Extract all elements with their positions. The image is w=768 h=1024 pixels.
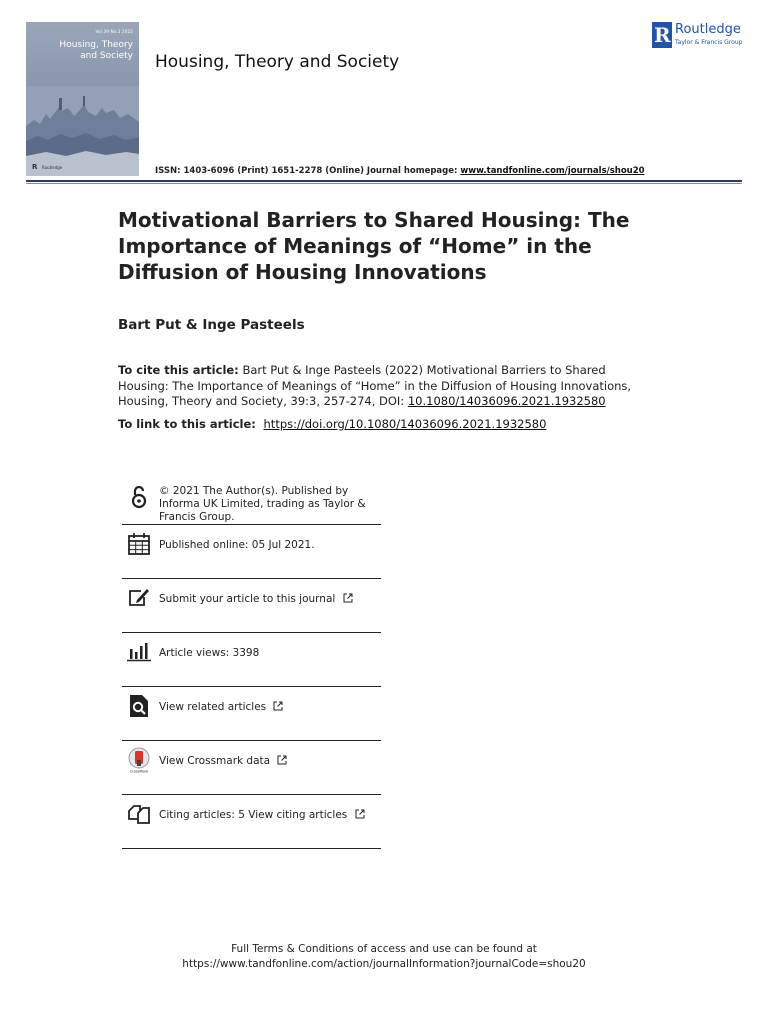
journal-cover: [26, 22, 139, 176]
article-info-list: [122, 478, 381, 849]
open-access-icon: [126, 484, 152, 510]
open-access-row: [122, 478, 381, 525]
svg-text:CrossMark: CrossMark: [129, 769, 149, 773]
crossmark-icon: [126, 747, 152, 773]
external-link-icon: [273, 701, 283, 711]
routledge-logo-name: Routledge: [675, 22, 741, 37]
published-text: Published online: 05 Jul 2021.: [159, 539, 315, 551]
views-row: [122, 633, 381, 687]
article-link-label: To link to this article:: [118, 417, 256, 431]
external-link-icon: [277, 755, 287, 765]
submit-row[interactable]: [122, 579, 381, 633]
related-row[interactable]: [122, 687, 381, 741]
article-title: Motivational Barriers to Shared Housing: The Importance of Meanings of “Home” in the Diffusion of Housing Innovations: [118, 208, 630, 284]
citation-block: [118, 363, 648, 410]
external-link-icon: [355, 809, 365, 819]
edit-icon: [126, 585, 152, 611]
issn-line: [155, 166, 645, 176]
header-divider: [26, 180, 742, 182]
search-document-icon: [126, 693, 152, 719]
routledge-logo-subtitle: Taylor & Francis Group: [675, 39, 743, 46]
article-link-block: [118, 417, 546, 431]
journal-homepage-link[interactable]: www.tandfonline.com/journals/shou20: [460, 166, 645, 176]
cover-cityscape-image: [26, 86, 139, 176]
citing-row[interactable]: [122, 795, 381, 849]
citation-label: To cite this article:: [118, 363, 239, 377]
routledge-logo-mark: R: [654, 23, 671, 47]
cover-title: Housing, Theory and Society: [59, 40, 133, 61]
terms-url[interactable]: https://www.tandfonline.com/action/journalInformation?journalCode=shou20: [182, 958, 586, 970]
citing-link[interactable]: Citing articles: 5 View citing articles: [159, 809, 384, 822]
routledge-logo: [652, 22, 744, 50]
cover-publisher-mark: R: [32, 163, 38, 171]
crossmark-row[interactable]: [122, 741, 381, 795]
article-authors: Bart Put & Inge Pasteels: [118, 317, 305, 333]
open-access-text: © 2021 The Author(s). Published by Informa UK Limited, trading as Taylor & Francis Group.: [159, 485, 366, 523]
calendar-icon: [126, 531, 152, 557]
citation-doi-link[interactable]: 10.1080/14036096.2021.1932580: [407, 394, 606, 408]
related-link[interactable]: View related articles: [159, 701, 384, 714]
citing-documents-icon: [126, 801, 152, 827]
citation-text: Bart Put & Inge Pasteels (2022) Motivational Barriers to Shared Housing: The Importance of Meanings of “Home” in the Diffusion of Housing Innovations, Housing, Theory and Society, 39:3, 257-274, DOI:: [118, 363, 632, 408]
crossmark-link[interactable]: View Crossmark data: [159, 755, 384, 768]
bar-chart-icon: [126, 639, 152, 665]
cover-publisher-text: Routledge: [42, 165, 63, 170]
views-text: Article views: 3398: [159, 647, 260, 659]
cover-volume: Vol.39 No.3 2022: [95, 29, 133, 34]
issn-text: ISSN: 1403-6096 (Print) 1651-2278 (Online) Journal homepage:: [155, 166, 458, 176]
article-doi-url-link[interactable]: https://doi.org/10.1080/14036096.2021.1932580: [263, 417, 547, 431]
terms-footer: [0, 942, 768, 972]
submit-link[interactable]: Submit your article to this journal: [159, 593, 384, 606]
published-row: [122, 525, 381, 579]
header-divider-thin: [26, 183, 742, 184]
external-link-icon: [343, 593, 353, 603]
terms-line: Full Terms & Conditions of access and use can be found at: [231, 943, 537, 955]
journal-name: Housing, Theory and Society: [155, 52, 400, 72]
